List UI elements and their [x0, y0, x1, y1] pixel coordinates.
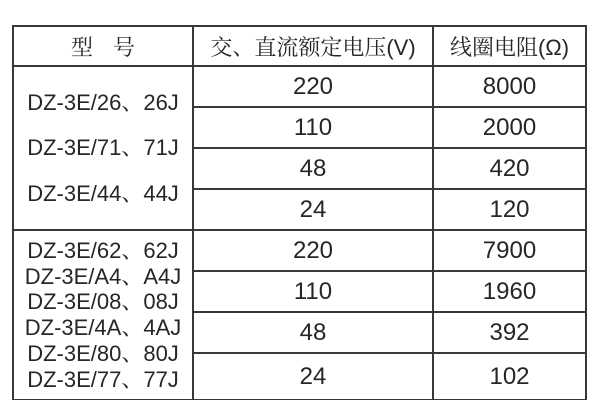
model-name: DZ-3E/71、71J: [27, 135, 179, 161]
model-name: DZ-3E/77、77J: [27, 367, 179, 393]
voltage-cell: 24: [193, 353, 433, 400]
voltage-cell: 48: [193, 312, 433, 353]
model-name: DZ-3E/44、44J: [27, 180, 179, 206]
voltage-cell: 220: [193, 66, 433, 107]
model-group-1-lines: [14, 69, 192, 227]
header-rated-voltage: 交、直流额定电压(V): [193, 26, 433, 66]
resistance-cell: 1960: [433, 271, 586, 312]
resistance-cell: 102: [433, 353, 586, 400]
table-row: [13, 66, 586, 107]
voltage-cell: 24: [193, 189, 433, 230]
resistance-cell: 2000: [433, 107, 586, 148]
model-group-2-cell: [13, 230, 193, 400]
model-group-1-cell: [13, 66, 193, 230]
model-name: DZ-3E/4A、4AJ: [24, 315, 182, 341]
model-name: DZ-3E/08、08J: [27, 289, 179, 315]
resistance-cell: 420: [433, 148, 586, 189]
resistance-cell: 392: [433, 312, 586, 353]
table-row: [13, 230, 586, 271]
voltage-cell: 220: [193, 230, 433, 271]
model-group-2-lines: [14, 236, 192, 394]
resistance-cell: 120: [433, 189, 586, 230]
model-name: DZ-3E/80、80J: [27, 341, 179, 367]
header-row: [13, 26, 586, 66]
model-name: DZ-3E/A4、A4J: [24, 263, 182, 289]
resistance-cell: 8000: [433, 66, 586, 107]
voltage-cell: 110: [193, 107, 433, 148]
resistance-cell: 7900: [433, 230, 586, 271]
voltage-cell: 48: [193, 148, 433, 189]
model-name: DZ-3E/62、62J: [27, 237, 179, 263]
model-name: DZ-3E/26、26J: [27, 90, 179, 116]
header-model: 型 号: [13, 26, 193, 66]
header-coil-resistance: 线圈电阻(Ω): [433, 26, 586, 66]
relay-spec-table: [12, 25, 587, 400]
voltage-cell: 110: [193, 271, 433, 312]
